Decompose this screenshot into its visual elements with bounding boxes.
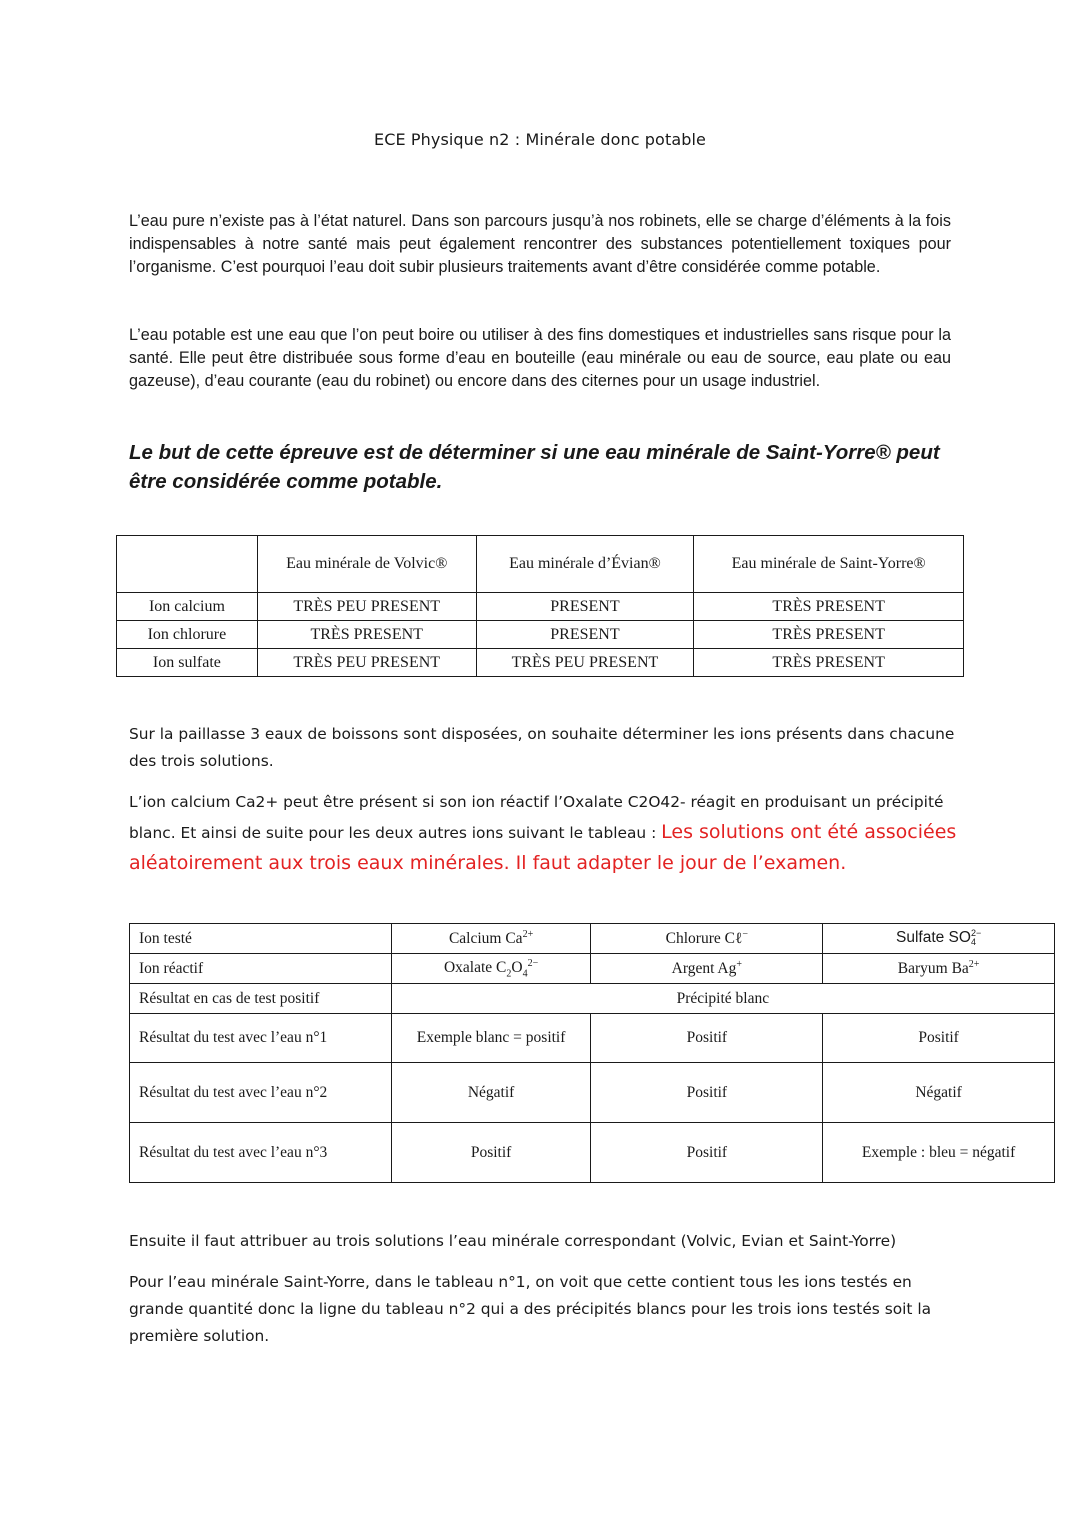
middle-paragraph-2 (129, 787, 959, 879)
table-cell: Résultat du test avec l’eau n°3 (130, 1123, 392, 1183)
table-cell (391, 924, 591, 954)
table-cell: Ion testé (130, 924, 392, 954)
table-cell (823, 924, 1055, 954)
table-header-cell: Eau minérale d’Évian® (476, 536, 694, 593)
page-title: ECE Physique n2 : Minérale donc potable (374, 130, 706, 149)
table-cell: TRÈS PEU PRESENT (476, 649, 694, 677)
intro-paragraph-2: L’eau potable est une eau que l’on peut boire ou utiliser à des fins domestiques et industrielles sans risque pour la santé. Elle peut être distribuée sous forme d’eau en bouteille (eau minérale ou eau de source, eau plate ou eau gazeuse), d’eau courante (eau du robinet) ou encore dans des citernes pour un usage industriel. (129, 326, 951, 390)
table-row (117, 536, 964, 593)
end-paragraph-1: Ensuite il faut attribuer au trois solutions l’eau minérale correspondant (Volvic, Evian et Saint-Yorre) (129, 1232, 897, 1250)
table-cell: Résultat du test avec l’eau n°1 (130, 1014, 392, 1063)
chlorure-label: Chlorure Cℓ (665, 930, 743, 948)
calcium-label: Calcium Ca (448, 930, 523, 948)
end-paragraph-2: Pour l’eau minérale Saint-Yorre, dans le tableau n°1, on voit que cette contient tous les ions testés en grande quantité donc la ligne du tableau n°2 qui a des précipités blancs pour les trois ions testés soit la première solution. (129, 1273, 932, 1345)
table-row (117, 649, 964, 677)
table-cell: Exemple : bleu = négatif (823, 1123, 1055, 1183)
index-sub: 4 (970, 937, 976, 948)
table-row (130, 1014, 1055, 1063)
argent-label: Argent Ag (671, 960, 737, 978)
table-cell: Positif (591, 1123, 823, 1183)
table-cell: Ion calcium (117, 593, 258, 621)
table-cell: Exemple blanc = positif (391, 1014, 591, 1063)
table-cell: PRESENT (476, 621, 694, 649)
table-cell (823, 954, 1055, 984)
table-row (117, 593, 964, 621)
table-row (130, 954, 1055, 984)
table-cell (391, 954, 591, 984)
table-cell: Positif (591, 1063, 823, 1123)
table-cell: TRÈS PEU PRESENT (257, 649, 476, 677)
charge-sup: 2− (970, 928, 982, 939)
table-cell: TRÈS PRESENT (257, 621, 476, 649)
warning-note: Les solutions ont été associées aléatoirement aux trois eaux minérales. Il faut adapter le jour de l’examen. (129, 821, 957, 874)
sulfate-label: Sulfate SO (895, 929, 971, 947)
table-header-cell (117, 536, 258, 593)
table-cell: TRÈS PRESENT (694, 621, 964, 649)
table-row (130, 1063, 1055, 1123)
table-cell: Positif (591, 1014, 823, 1063)
table-cell: Résultat en cas de test positif (130, 984, 392, 1014)
oxalate-label-mid: O (511, 959, 523, 977)
table-cell: Ion sulfate (117, 649, 258, 677)
table-header-cell: Eau minérale de Volvic® (257, 536, 476, 593)
table-cell: Précipité blanc (391, 984, 1054, 1014)
charge-sup: + (736, 958, 743, 970)
table-cell: Résultat du test avec l’eau n°2 (130, 1063, 392, 1123)
table-cell: TRÈS PRESENT (694, 593, 964, 621)
table-row (130, 984, 1055, 1014)
ion-test-table (129, 923, 1055, 1183)
charge-sup: 2− (527, 957, 539, 969)
table-header-cell: Eau minérale de Saint-Yorre® (694, 536, 964, 593)
table-cell: Positif (823, 1014, 1055, 1063)
oxalate-label: Oxalate C (443, 959, 507, 977)
table-cell: Négatif (823, 1063, 1055, 1123)
table-cell: Négatif (391, 1063, 591, 1123)
charge-sup: 2+ (522, 928, 534, 940)
table-cell: PRESENT (476, 593, 694, 621)
table-row (117, 621, 964, 649)
mineral-water-table (116, 535, 964, 677)
middle-paragraph-2-text: L’ion calcium Ca2+ peut être présent si son ion réactif l’Oxalate C2O42- réagit en produisant un précipité blanc. Et ainsi de suite pour les deux autres ions suivant le tableau : (129, 793, 944, 842)
goal-statement: Le but de cette épreuve est de déterminer si une eau minérale de Saint-Yorre® peut être considérée comme potable. (129, 441, 940, 493)
table-cell: Ion réactif (130, 954, 392, 984)
charge-sup: − (742, 928, 749, 940)
middle-paragraph-1: Sur la paillasse 3 eaux de boissons sont disposées, on souhaite déterminer les ions présents dans chacune des trois solutions. (129, 725, 955, 770)
index-sub: 4 (522, 968, 528, 980)
table-row (130, 924, 1055, 954)
table-cell: TRÈS PRESENT (694, 649, 964, 677)
table-cell (591, 924, 823, 954)
baryum-label: Baryum Ba (897, 960, 969, 978)
table-cell: Ion chlorure (117, 621, 258, 649)
table-cell (591, 954, 823, 984)
charge-sup: 2+ (968, 958, 980, 970)
sulfate-indices (971, 929, 981, 947)
table-cell: TRÈS PEU PRESENT (257, 593, 476, 621)
table-row (130, 1123, 1055, 1183)
index-sub: 2 (506, 968, 512, 980)
table-cell: Positif (391, 1123, 591, 1183)
intro-paragraph-1: L’eau pure n’existe pas à l’état naturel. Dans son parcours jusqu’à nos robinets, elle se charge d’éléments à la fois indispensables à notre santé mais peut également rencontrer des substances potentiellement toxiques pour l’organisme. C’est pourquoi l’eau doit subir plusieurs traitements avant d’être considérée comme potable. (129, 212, 951, 276)
